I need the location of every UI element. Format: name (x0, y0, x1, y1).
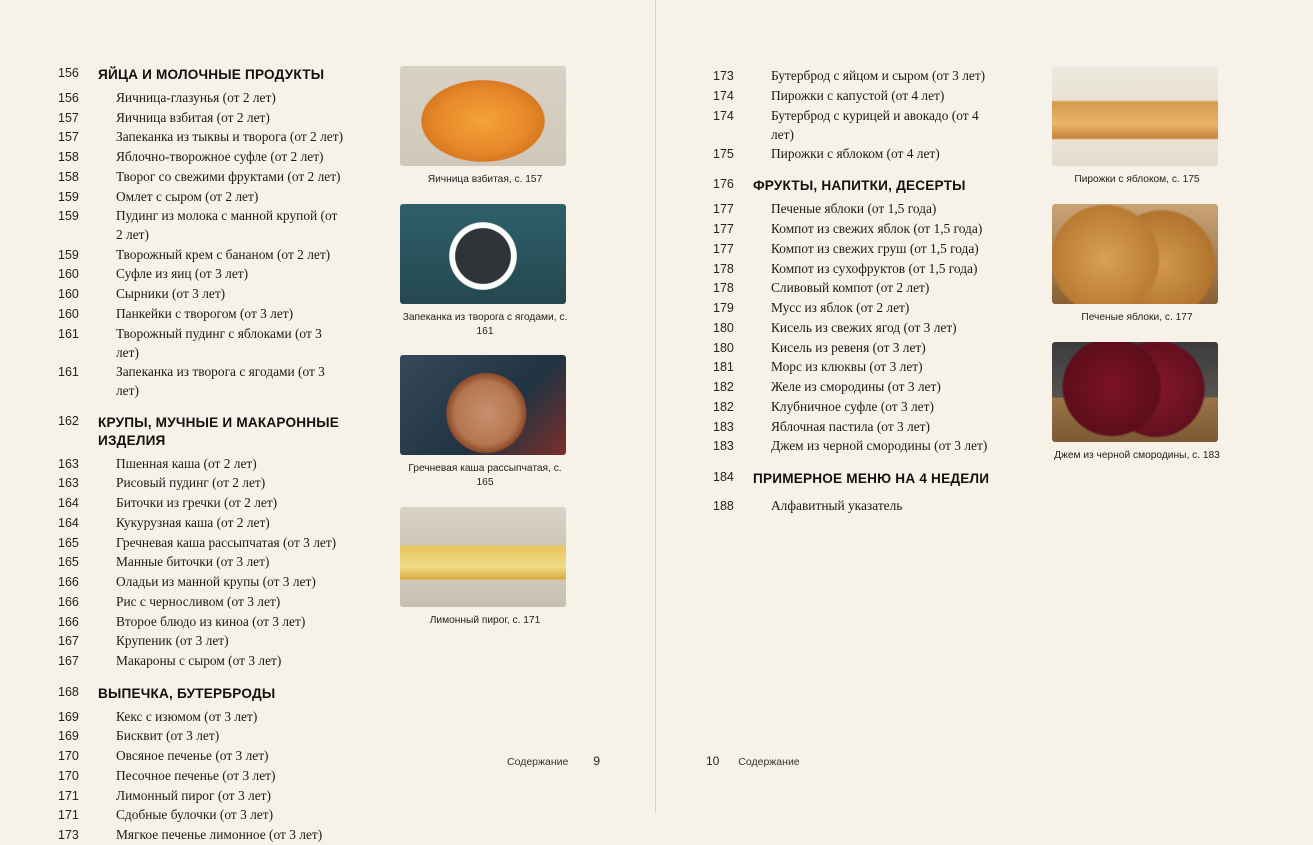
toc-entry[interactable] (58, 766, 345, 786)
entry-page: 170 (58, 749, 79, 764)
entry-name: Кукурузная каша (от 2 лет) (116, 514, 270, 530)
entry-page: 156 (58, 90, 79, 105)
figure (1052, 66, 1242, 187)
entry-name: Биточки из гречки (от 2 лет) (116, 495, 278, 510)
toc-entry[interactable] (58, 147, 345, 167)
entry-name: Кекс с изюмом (от 3 лет) (116, 708, 258, 724)
toc-entry[interactable] (58, 746, 345, 766)
figure (1052, 342, 1242, 463)
toc-entry[interactable] (58, 493, 345, 513)
toc-entry[interactable] (58, 572, 345, 592)
entry-name: Сдобные булочки (от 3 лет) (116, 807, 274, 823)
figure-caption: Печеные яблоки, с. 177 (1081, 311, 1193, 323)
entry-page: 182 (713, 399, 734, 414)
folio-label: Содержание (738, 756, 800, 768)
entry-name: Джем из черной смородины (от 3 лет) (771, 438, 988, 454)
figure-caption: Лимонный пирог, с. 171 (429, 614, 541, 626)
entry-page: 160 (58, 287, 79, 301)
entry-name: Пшенная каша (от 2 лет) (116, 455, 257, 471)
entry-name: Запеканка из творога с ягодами (от 3 лет) (116, 363, 325, 398)
toc-section-header[interactable] (713, 177, 1002, 195)
toc-entry[interactable] (58, 726, 345, 746)
toc-entry[interactable] (58, 473, 345, 493)
entry-page: 166 (58, 575, 79, 589)
folio-number: 10 (706, 754, 720, 768)
toc-section-header[interactable] (58, 414, 345, 450)
entry-name: Манные биточки (от 3 лет) (116, 554, 270, 570)
entry-name: Творожный пудинг с яблоками (от 3 лет) (116, 325, 322, 360)
toc-entry[interactable] (58, 362, 345, 400)
entry-name: Алфавитный указатель (771, 497, 903, 513)
toc-entry[interactable] (58, 651, 345, 671)
toc-entry[interactable] (58, 264, 345, 284)
photo-blackcurrant-jam-icon (1052, 342, 1218, 442)
toc-entry[interactable] (58, 631, 345, 651)
toc-entry[interactable] (58, 284, 345, 304)
entry-name: Рисовый пудинг (от 2 лет) (116, 475, 266, 491)
entry-page: 170 (58, 768, 79, 783)
entry-page: 166 (58, 614, 79, 629)
toc-entry[interactable] (58, 825, 345, 845)
entry-name: Компот из сухофруктов (от 1,5 года) (771, 260, 978, 276)
toc-section-header[interactable] (713, 470, 1002, 488)
entry-page: 174 (713, 108, 734, 123)
section-page-number: 162 (58, 413, 79, 428)
entry-name: Омлет с сыром (от 2 лет) (116, 188, 259, 204)
toc-entry[interactable] (713, 318, 1002, 338)
entry-name: Овсяное печенье (от 3 лет) (116, 748, 269, 764)
section-title: ПРИМЕРНОЕ МЕНЮ НА 4 НЕДЕЛИ (753, 471, 990, 486)
page-left (0, 0, 656, 843)
figure-caption: Пирожки с яблоком, с. 175 (1074, 174, 1200, 185)
toc-entry[interactable] (58, 786, 345, 806)
figure-column-left (345, 0, 585, 813)
entry-page: 167 (58, 634, 79, 649)
entry-page: 177 (713, 241, 734, 256)
toc-entry[interactable] (713, 436, 1002, 456)
page-right (657, 0, 1313, 813)
entry-name: Клубничное суфле (от 3 лет) (771, 398, 934, 414)
entry-page: 181 (713, 360, 734, 375)
entry-name: Пудинг из молока с манной крупой (от 2 лет) (116, 208, 338, 243)
entry-page: 166 (58, 594, 79, 609)
entry-page: 178 (713, 261, 734, 276)
toc-entry[interactable] (713, 338, 1002, 358)
entry-name: Оладьи из манной крупы (от 3 лет) (116, 574, 316, 589)
toc-entry[interactable] (713, 377, 1002, 397)
entry-page: 171 (58, 788, 79, 803)
entry-name: Макароны с сыром (от 3 лет) (116, 653, 282, 668)
entry-page: 180 (713, 340, 734, 355)
entry-page: 160 (58, 267, 79, 282)
entry-page: 180 (713, 320, 734, 335)
entry-page: 158 (58, 169, 79, 184)
entry-name: Крупеник (от 3 лет) (116, 633, 229, 649)
entry-name: Гречневая каша рассыпчатая (от 3 лет) (116, 534, 337, 550)
folio-number: 9 (593, 754, 600, 768)
toc-entry[interactable] (58, 167, 345, 187)
entry-page: 175 (713, 146, 734, 161)
entry-name: Рис с черносливом (от 3 лет) (116, 593, 281, 609)
toc-entry[interactable] (58, 324, 345, 362)
entry-name: Кисель из ревеня (от 3 лет) (771, 339, 926, 355)
folio-left (507, 754, 600, 768)
section-page-number: 156 (58, 66, 79, 80)
figure-caption: Яичница взбитая, с. 157 (427, 174, 543, 185)
entry-page: 169 (58, 729, 79, 744)
entry-name: Лимонный пирог (от 3 лет) (116, 787, 271, 803)
entry-name: Панкейки с творогом (от 3 лет) (116, 305, 294, 321)
toc-section-header[interactable] (58, 66, 345, 84)
entry-page: 157 (58, 130, 79, 145)
figure (400, 204, 585, 339)
toc-entry[interactable] (58, 513, 345, 533)
entry-page: 159 (58, 247, 79, 262)
toc-entry[interactable] (713, 298, 1002, 318)
toc-entry[interactable] (713, 278, 1002, 298)
entry-name: Печеные яблоки (от 1,5 года) (771, 201, 937, 217)
photo-buckwheat-porridge-icon (400, 355, 566, 455)
photo-lemon-cake-icon (400, 507, 566, 607)
section-page-number: 184 (713, 470, 734, 484)
toc-entry[interactable] (713, 66, 1002, 86)
toc-entry[interactable] (58, 206, 345, 244)
entry-page: 165 (58, 535, 79, 550)
toc-entry[interactable] (713, 496, 1002, 516)
entry-page: 178 (713, 281, 734, 296)
entry-page: 164 (58, 515, 79, 530)
entry-name: Бутерброд с яйцом и сыром (от 3 лет) (771, 68, 986, 83)
toc-column-right (657, 0, 1002, 813)
entry-page: 171 (58, 808, 79, 823)
figure (400, 66, 585, 187)
folio-right (706, 754, 800, 768)
entry-page: 183 (713, 419, 734, 434)
entry-page: 159 (58, 209, 79, 224)
entry-name: Мусс из яблок (от 2 лет) (771, 300, 910, 315)
entry-page: 163 (58, 456, 79, 471)
entry-name: Творог со свежими фруктами (от 2 лет) (116, 168, 341, 184)
entry-name: Бутерброд с курицей и авокадо (от 4 лет) (771, 107, 979, 142)
figure (400, 355, 585, 490)
entry-page: 173 (58, 828, 79, 843)
entry-page: 161 (58, 326, 79, 341)
toc-entry[interactable] (58, 127, 345, 147)
toc-entry[interactable] (58, 454, 345, 474)
toc-entry[interactable] (58, 304, 345, 324)
entry-name: Морс из клюквы (от 3 лет) (771, 359, 923, 375)
section-title: ФРУКТЫ, НАПИТКИ, ДЕСЕРТЫ (753, 178, 966, 194)
entry-page: 157 (58, 110, 79, 125)
toc-entry[interactable] (713, 86, 1002, 106)
entry-name: Кисель из свежих ягод (от 3 лет) (771, 319, 957, 335)
entry-page: 160 (58, 306, 79, 321)
figure-caption: Гречневая каша рассыпчатая, с. 165 (408, 463, 562, 489)
folio-label: Содержание (507, 756, 569, 768)
entry-page: 177 (713, 202, 734, 217)
entry-page: 158 (58, 150, 79, 165)
entry-name: Компот из свежих яблок (от 1,5 года) (771, 221, 983, 236)
toc-entry[interactable] (58, 805, 345, 825)
entry-name: Сливовый компот (от 2 лет) (771, 280, 930, 296)
photo-scrambled-eggs-icon (400, 66, 566, 166)
photo-baked-apples-icon (1052, 204, 1218, 304)
entry-name: Запеканка из тыквы и творога (от 2 лет) (116, 129, 344, 145)
toc-entry[interactable] (713, 106, 1002, 144)
toc-entry[interactable] (713, 357, 1002, 377)
toc-section-header[interactable] (58, 685, 345, 703)
toc-entry[interactable] (58, 187, 345, 207)
entry-name: Яблочно-творожное суфле (от 2 лет) (116, 149, 324, 165)
entry-page: 164 (58, 496, 79, 510)
toc-entry[interactable] (58, 592, 345, 612)
toc-entry[interactable] (58, 108, 345, 128)
entry-page: 183 (713, 439, 734, 454)
entry-page: 182 (713, 380, 734, 394)
entry-page: 174 (713, 88, 734, 103)
photo-cottage-cheese-berry-casserole-icon (400, 204, 566, 304)
entry-name: Пирожки с капустой (от 4 лет) (771, 87, 945, 103)
entry-name: Желе из смородины (от 3 лет) (771, 379, 941, 394)
toc-entry[interactable] (713, 397, 1002, 417)
entry-page: 163 (58, 476, 79, 491)
toc-entry[interactable] (58, 533, 345, 553)
entry-name: Бисквит (от 3 лет) (116, 728, 220, 744)
figure-caption: Запеканка из творога с ягодами, с. 161 (402, 311, 568, 337)
entry-name: Мягкое печенье лимонное (от 3 лет) (116, 827, 323, 843)
entry-page: 165 (58, 555, 79, 570)
toc-entry[interactable] (58, 707, 345, 727)
figure-column-right (1002, 0, 1242, 813)
toc-column-left (0, 0, 345, 843)
toc-entry[interactable] (713, 199, 1002, 219)
entry-name: Яблочная пастила (от 3 лет) (771, 418, 930, 434)
entry-page: 169 (58, 709, 79, 724)
toc-entry[interactable] (713, 219, 1002, 239)
entry-page: 179 (713, 301, 734, 315)
entry-name: Пирожки с яблоком (от 4 лет) (771, 145, 940, 161)
photo-apple-pirozhki-icon (1052, 66, 1218, 166)
entry-name: Суфле из яиц (от 3 лет) (116, 266, 249, 282)
entry-page: 159 (58, 189, 79, 204)
figure (400, 507, 585, 628)
entry-name: Сырники (от 3 лет) (116, 286, 226, 301)
section-title: ЯЙЦА И МОЛОЧНЫЕ ПРОДУКТЫ (98, 67, 325, 82)
entry-page: 161 (58, 364, 79, 379)
entry-name: Песочное печенье (от 3 лет) (116, 767, 276, 783)
section-page-number: 176 (713, 177, 734, 192)
entry-name: Второе блюдо из киноа (от 3 лет) (116, 613, 306, 629)
toc-entry[interactable] (713, 259, 1002, 279)
figure (1052, 204, 1242, 325)
section-title: КРУПЫ, МУЧНЫЕ И МАКАРОННЫЕ ИЗДЕЛИЯ (98, 414, 340, 448)
entry-page: 167 (58, 654, 79, 668)
section-page-number: 168 (58, 684, 79, 699)
toc-entry[interactable] (58, 552, 345, 572)
toc-entry[interactable] (713, 239, 1002, 259)
figure-caption: Джем из черной смородины, с. 183 (1054, 449, 1220, 461)
entry-page: 173 (713, 69, 734, 83)
entry-page: 188 (713, 498, 734, 513)
entry-name: Яичница-глазунья (от 2 лет) (116, 89, 276, 105)
toc-entry[interactable] (58, 245, 345, 265)
entry-name: Яичница взбитая (от 2 лет) (116, 109, 270, 125)
entry-name: Компот из свежих груш (от 1,5 года) (771, 240, 979, 256)
toc-entry[interactable] (58, 612, 345, 632)
section-title: ВЫПЕЧКА, БУТЕРБРОДЫ (98, 685, 276, 701)
toc-entry[interactable] (713, 417, 1002, 437)
entry-page: 177 (713, 222, 734, 236)
toc-entry[interactable] (58, 88, 345, 108)
entry-name: Творожный крем с бананом (от 2 лет) (116, 246, 331, 262)
toc-entry[interactable] (713, 144, 1002, 164)
